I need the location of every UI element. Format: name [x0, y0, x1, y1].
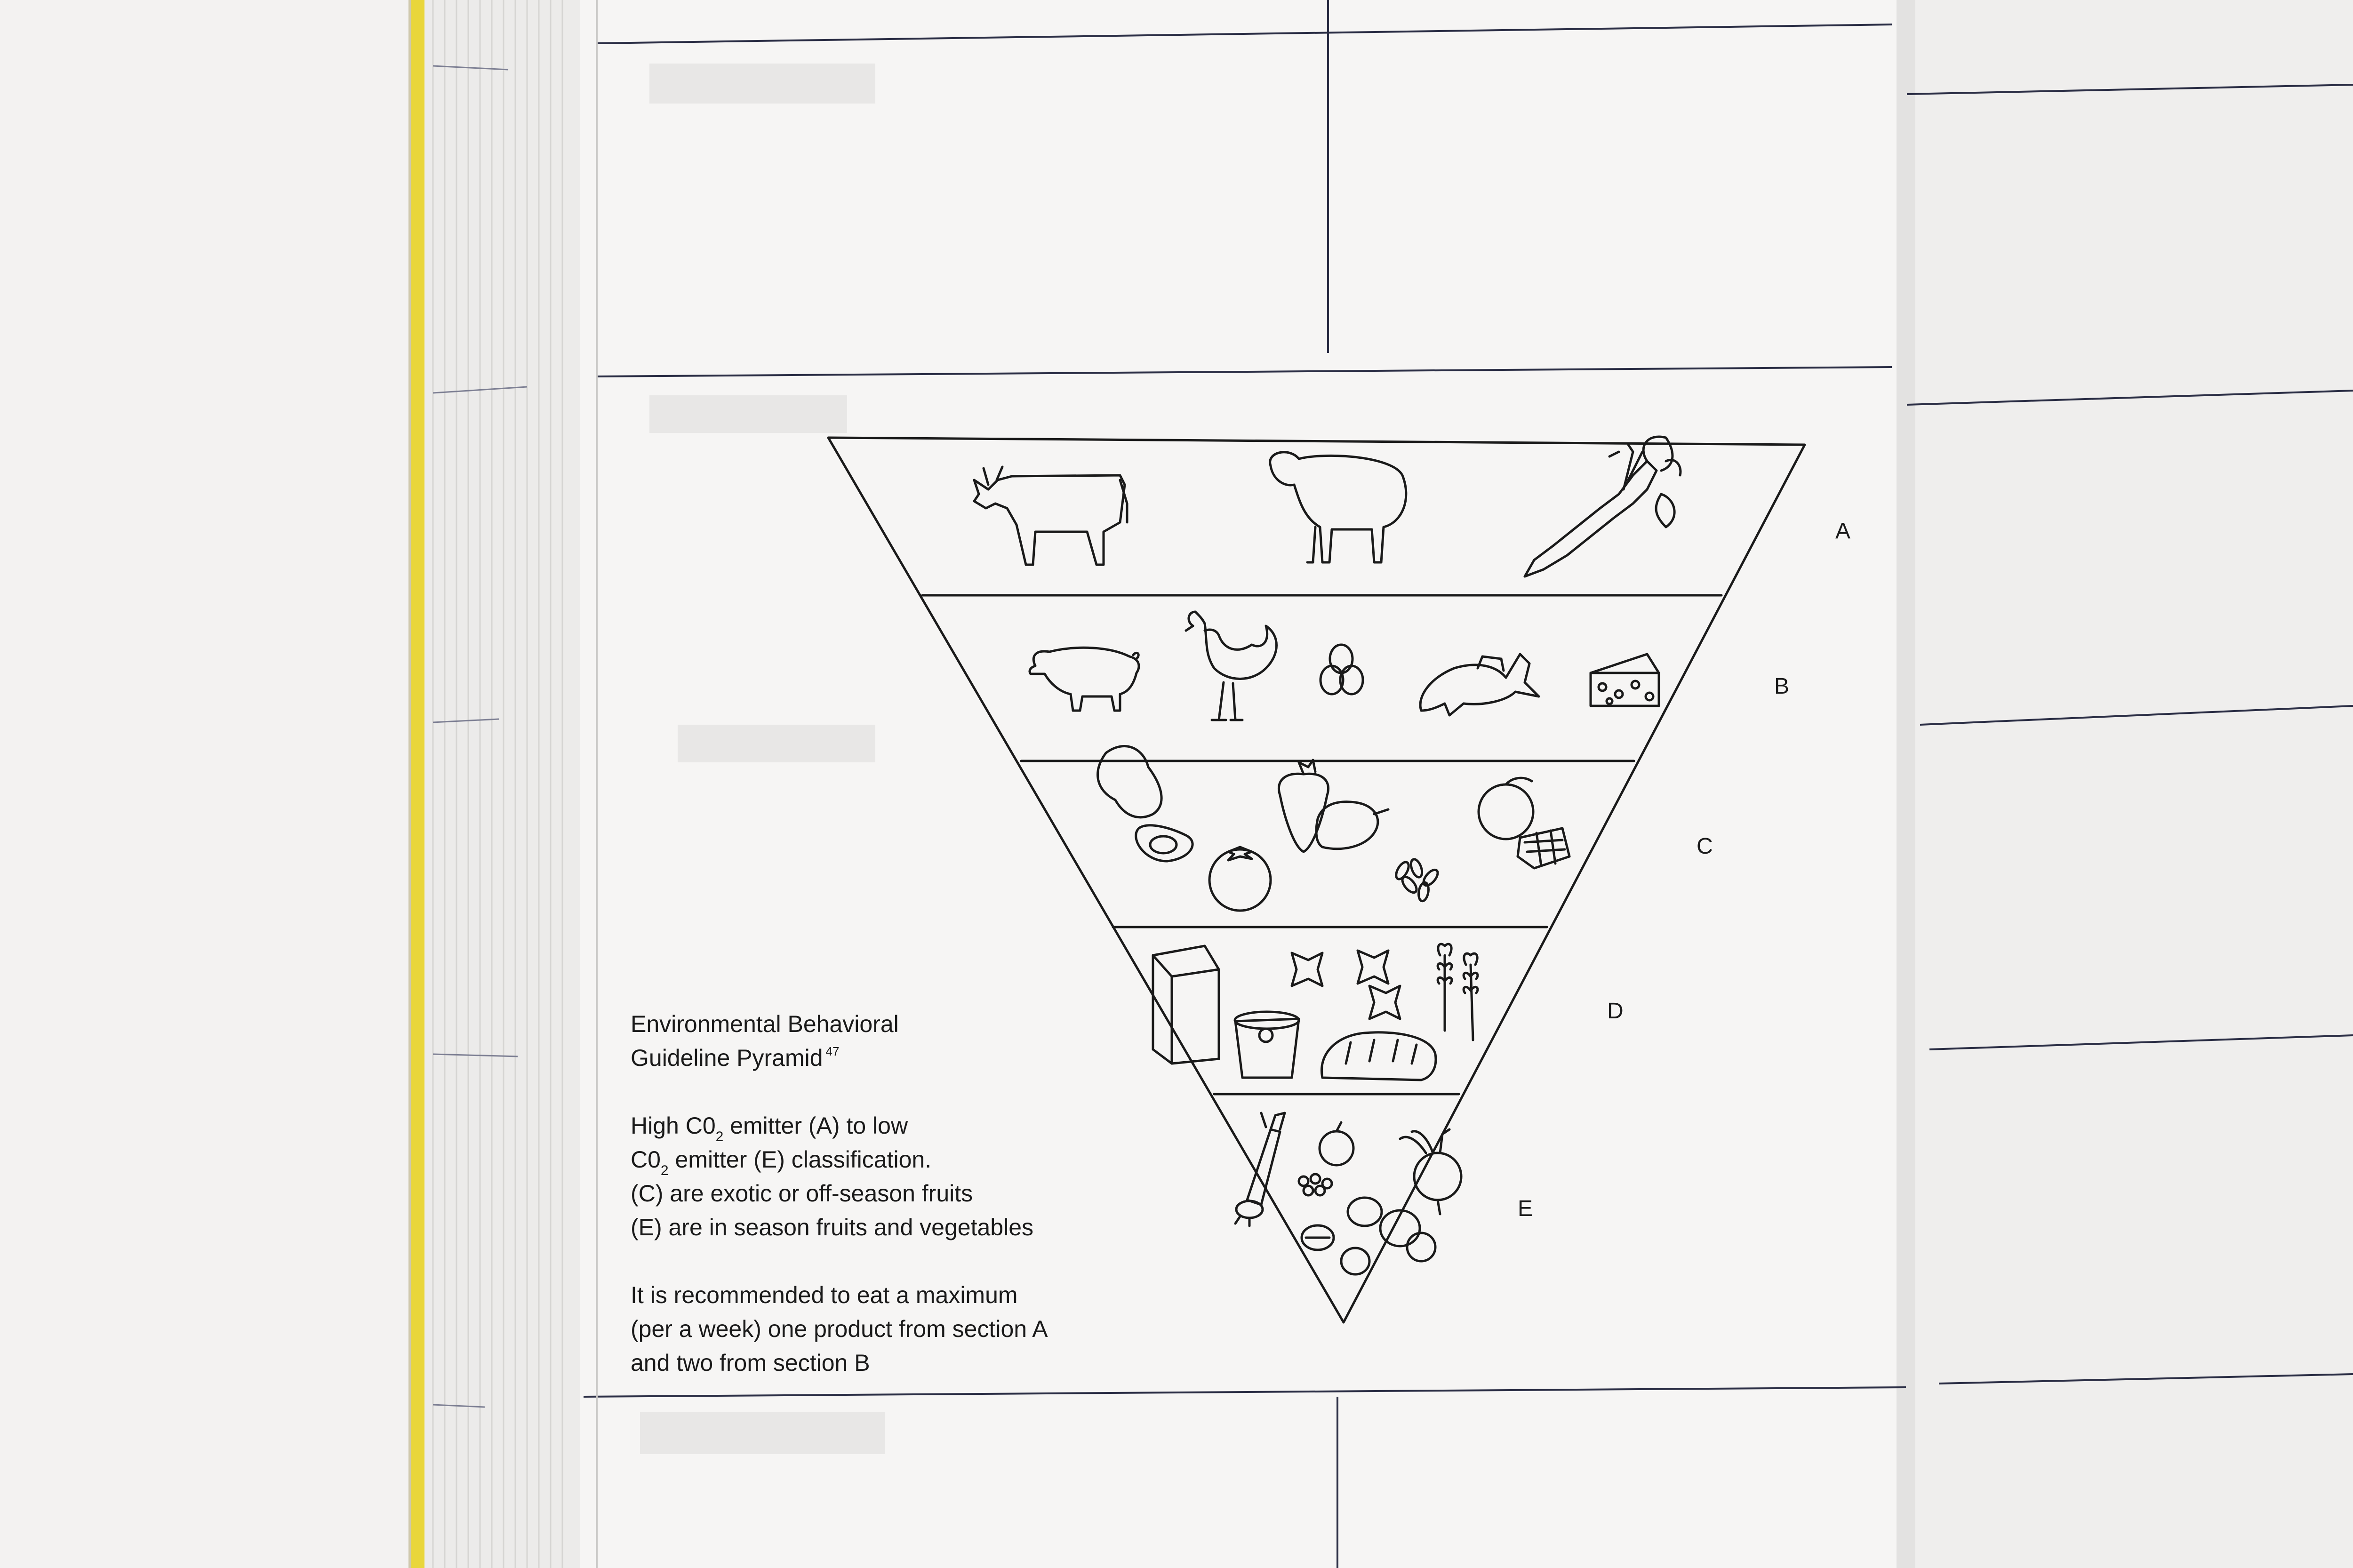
caption-desc-line2: $C0_2$ emitter (E) classification.: [631, 1146, 932, 1178]
avocado-icon: [1098, 746, 1193, 861]
caption-title: Environmental Behavioral: [631, 1011, 899, 1037]
strawberries-icon: [1279, 760, 1388, 852]
caption-desc-line4: (E) are in season fruits and vegetables: [631, 1214, 1034, 1240]
lobster-icon: [1525, 437, 1681, 576]
caption-title-line2: Guideline Pyramid $^{47}$: [631, 1044, 840, 1071]
seeds-icon: [1393, 858, 1440, 902]
chicken-icon: [1186, 612, 1277, 720]
caption-rec-line3: and two from section B: [631, 1350, 870, 1376]
potato-icon: [1341, 1198, 1420, 1274]
eggs-icon: [1321, 645, 1363, 694]
mango-icon: [1479, 778, 1569, 868]
milk-carton-icon: [1153, 946, 1219, 1064]
tomato-icon: [1209, 847, 1271, 911]
pasta-icon: [1292, 951, 1400, 1019]
pyramid-caption: [631, 1007, 1148, 1380]
footnote-marker: 47: [825, 1044, 840, 1058]
caption-rec-line2: (per a week) one product from section A: [631, 1316, 1048, 1342]
tier-label-e: E: [1518, 1196, 1533, 1221]
sheep-icon: [1270, 452, 1406, 562]
tier-label-a: A: [1835, 519, 1851, 544]
nuts-icon: [1302, 1225, 1334, 1250]
cheese-icon: [1591, 654, 1659, 706]
cow-icon: [974, 467, 1127, 565]
tier-label-b: B: [1774, 674, 1790, 699]
lentils-icon: [1299, 1174, 1332, 1195]
yogurt-icon: [1235, 1012, 1299, 1078]
peach-icon: [1320, 1122, 1353, 1165]
caption-desc-line3: (C) are exotic or off-season fruits: [631, 1180, 973, 1207]
tier-label-c: C: [1697, 834, 1713, 859]
fish-icon: [1420, 654, 1539, 715]
pig-icon: [1030, 648, 1139, 711]
tier-label-d: D: [1607, 999, 1624, 1024]
caption-rec-line1: It is recommended to eat a maximum: [631, 1282, 1018, 1308]
caption-desc-line1: High $C0_2$ emitter (A) to low: [631, 1112, 908, 1144]
wheat-icon: [1438, 944, 1478, 1040]
bread-icon: [1321, 1032, 1436, 1080]
